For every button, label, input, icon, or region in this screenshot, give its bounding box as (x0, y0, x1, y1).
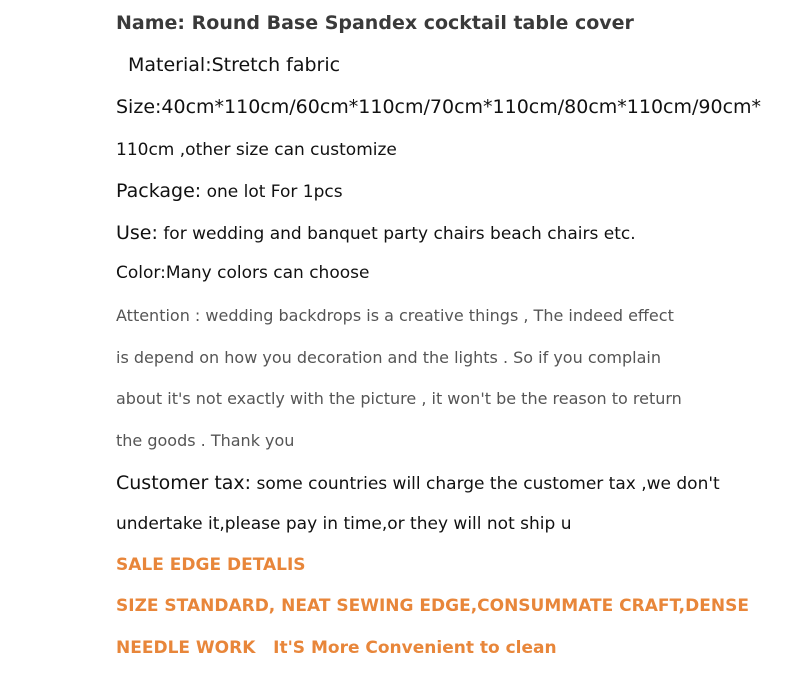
size-line-1: Size:40cm*110cm/60cm*110cm/70cm*110cm/80cm*110cm/90cm* (116, 96, 762, 118)
use-value: for wedding and banquet party chairs beach chairs etc. (163, 224, 636, 244)
attention-line-3: about it's not exactly with the picture , it won't be the reason to return (116, 389, 682, 408)
customer-tax-text-1: some countries will charge the customer tax ,we don't (256, 474, 720, 494)
package-value: one lot For 1pcs (206, 182, 343, 202)
package-label: Package: (116, 180, 202, 202)
attention-line-1: Attention : wedding backdrops is a creative things , The indeed effect (116, 306, 674, 325)
size-line-2: 110cm ,other size can customize (116, 140, 397, 160)
material-line: Material:Stretch fabric (128, 54, 341, 76)
customer-tax-line-2: undertake it,please pay in time,or they will not ship u (116, 514, 572, 534)
name-line (116, 14, 634, 33)
use-label: Use: (116, 222, 158, 244)
use-line (116, 224, 636, 243)
sale-edge-line-1: SIZE STANDARD, NEAT SEWING EDGE,CONSUMMATE CRAFT,DENSE (116, 596, 749, 616)
package-line (116, 182, 343, 201)
name-label: Name: (116, 12, 186, 34)
sale-edge-heading: SALE EDGE DETALIS (116, 555, 306, 575)
attention-line-2: is depend on how you decoration and the lights . So if you complain (116, 348, 661, 367)
attention-line-4: the goods . Thank you (116, 431, 295, 450)
sale-edge-line-2: NEEDLE WORK It'S More Convenient to clean (116, 638, 557, 658)
name-value: Round Base Spandex cocktail table cover (191, 12, 634, 34)
customer-tax-line-1 (116, 474, 720, 493)
customer-tax-label: Customer tax: (116, 472, 252, 494)
color-line: Color:Many colors can choose (116, 263, 370, 283)
